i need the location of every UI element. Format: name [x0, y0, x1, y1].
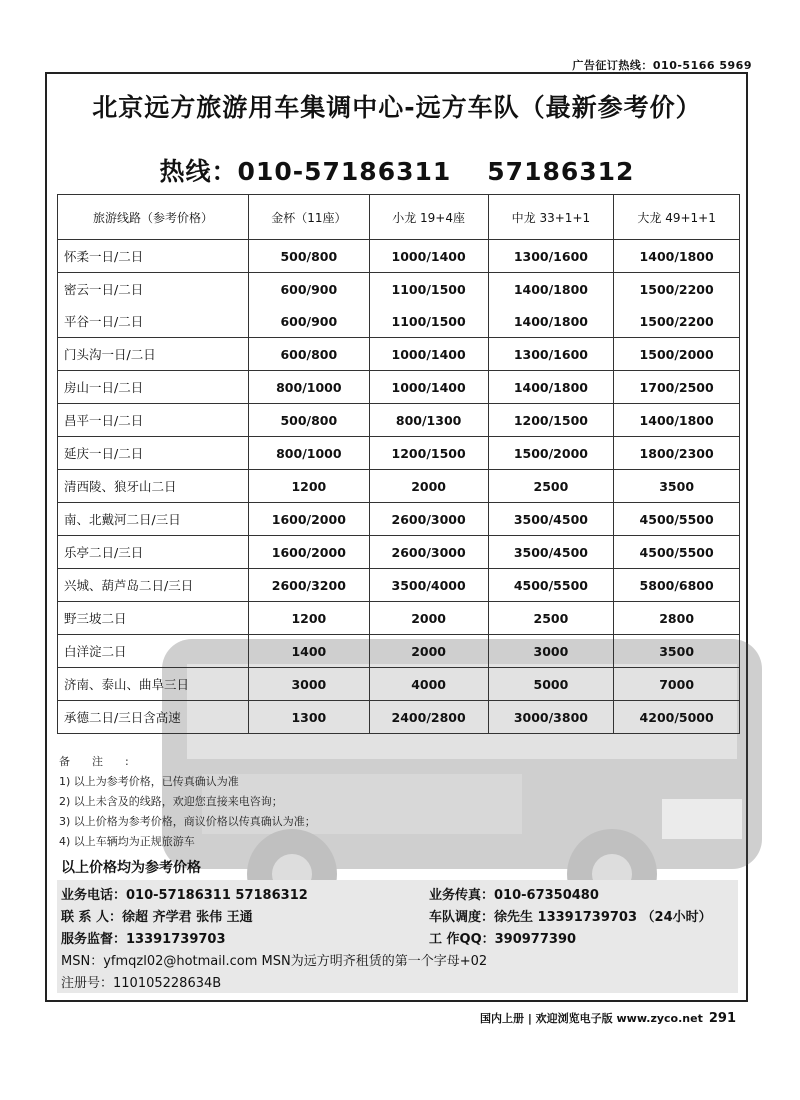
price-cell: 3000	[249, 668, 370, 701]
price-value: 600/900	[280, 313, 338, 329]
table-row	[58, 470, 740, 503]
price-value: 600/900	[280, 281, 338, 297]
service-supervision: 服务监督：13391739703	[61, 932, 226, 947]
page-footer	[480, 1010, 736, 1026]
hotline	[47, 152, 747, 188]
price-cell	[369, 273, 488, 338]
route-cell: 房山一日/二日	[58, 371, 249, 404]
price-cell: 800/1000	[249, 371, 370, 404]
route-cell: 南、北戴河二日/三日	[58, 503, 249, 536]
business-fax: 业务传真：010-67350480	[429, 888, 599, 903]
price-cell: 5000	[488, 668, 614, 701]
table-row	[58, 569, 740, 602]
route-cell: 延庆一日/二日	[58, 437, 249, 470]
page-title: 北京远方旅游用车集调中心-远方车队（最新参考价）	[92, 93, 702, 122]
price-cell: 1500/2000	[614, 338, 740, 371]
price-cell: 4500/5500	[614, 536, 740, 569]
hotline-number-1: 热线：010-57186311	[159, 157, 452, 186]
price-cell: 500/800	[249, 404, 370, 437]
price-cell: 4500/5500	[488, 569, 614, 602]
route-cell: 承德二日/三日含高速	[58, 701, 249, 734]
price-cell: 3500/4500	[488, 503, 614, 536]
header-small-bus: 小龙 19+4座	[369, 195, 488, 240]
header-jinbei: 金杯（11座）	[249, 195, 370, 240]
table-row	[58, 338, 740, 371]
table-row	[58, 635, 740, 668]
price-cell: 1200/1500	[369, 437, 488, 470]
price-cell: 2800	[614, 602, 740, 635]
table-row	[58, 602, 740, 635]
table-row	[58, 240, 740, 273]
price-cell: 1000/1400	[369, 240, 488, 273]
price-cell: 1800/2300	[614, 437, 740, 470]
price-cell: 1200	[249, 602, 370, 635]
price-cell: 4000	[369, 668, 488, 701]
route-cell	[58, 273, 249, 338]
price-cell: 500/800	[249, 240, 370, 273]
price-cell: 1400/1800	[614, 404, 740, 437]
price-cell	[614, 273, 740, 338]
price-cell: 1000/1400	[369, 371, 488, 404]
price-cell: 1700/2500	[614, 371, 740, 404]
price-value: 1500/2200	[639, 313, 714, 329]
price-cell: 1400/1800	[614, 240, 740, 273]
price-cell: 1400	[249, 635, 370, 668]
note-item: 3) 以上价格为参考价格，商议价格以传真确认为准；	[59, 815, 316, 828]
contact-info-box	[57, 880, 738, 993]
route-cell: 乐亭二日/三日	[58, 536, 249, 569]
table-row	[58, 668, 740, 701]
price-cell: 2500	[488, 602, 614, 635]
table-row	[58, 437, 740, 470]
price-cell: 800/1000	[249, 437, 370, 470]
route-cell: 清西陵、狼牙山二日	[58, 470, 249, 503]
price-cell: 1300/1600	[488, 240, 614, 273]
price-cell: 1600/2000	[249, 503, 370, 536]
route-label: 密云一日/二日	[64, 282, 144, 297]
price-value: 1100/1500	[391, 313, 466, 329]
route-cell: 门头沟一日/二日	[58, 338, 249, 371]
price-value: 1400/1800	[513, 313, 588, 329]
price-value: 1100/1500	[391, 281, 466, 297]
price-cell: 4200/5000	[614, 701, 740, 734]
price-cell: 1200/1500	[488, 404, 614, 437]
price-cell: 2600/3200	[249, 569, 370, 602]
table-row	[58, 536, 740, 569]
table-row	[58, 701, 740, 734]
price-cell: 3500/4000	[369, 569, 488, 602]
reference-note: 以上价格均为参考价格	[61, 860, 201, 876]
price-cell: 3000	[488, 635, 614, 668]
price-cell: 2400/2800	[369, 701, 488, 734]
price-cell: 1300/1600	[488, 338, 614, 371]
price-cell: 3500	[614, 635, 740, 668]
price-cell: 1300	[249, 701, 370, 734]
header-route: 旅游线路（参考价格）	[58, 195, 249, 240]
notes-section	[59, 752, 316, 852]
table-row	[58, 273, 740, 338]
price-cell: 2000	[369, 635, 488, 668]
price-cell	[249, 273, 370, 338]
price-cell: 7000	[614, 668, 740, 701]
price-cell: 800/1300	[369, 404, 488, 437]
price-cell: 600/800	[249, 338, 370, 371]
route-cell: 怀柔一日/二日	[58, 240, 249, 273]
table-row	[58, 404, 740, 437]
note-item: 1) 以上为参考价格，已传真确认为准	[59, 775, 239, 788]
price-cell: 3000/3800	[488, 701, 614, 734]
footer-text: 国内上册 | 欢迎浏览电子版 www.zyco.net	[480, 1012, 703, 1025]
page-number: 291	[708, 1011, 736, 1026]
note-item: 4) 以上车辆均为正规旅游车	[59, 835, 195, 848]
fleet-dispatch: 车队调度：徐先生 13391739703 （24小时）	[429, 910, 712, 925]
price-value: 1400/1800	[513, 281, 588, 297]
price-cell: 2600/3000	[369, 503, 488, 536]
msn-contact: MSN：yfmqzl02@hotmail.com MSN为远方明齐租赁的第一个字母+02	[61, 954, 488, 969]
price-cell: 2500	[488, 470, 614, 503]
price-cell: 1600/2000	[249, 536, 370, 569]
note-item: 2) 以上未含及的线路，欢迎您直接来电咨询；	[59, 795, 283, 808]
route-cell: 济南、泰山、曲阜三日	[58, 668, 249, 701]
table-header-row	[58, 195, 740, 240]
advertising-hotline: 广告征订热线：010-5166 5969	[572, 59, 752, 72]
price-cell: 2600/3000	[369, 536, 488, 569]
price-cell: 2000	[369, 470, 488, 503]
price-cell: 3500	[614, 470, 740, 503]
price-frame	[45, 72, 748, 1002]
route-label: 平谷一日/二日	[64, 314, 144, 329]
price-cell: 2000	[369, 602, 488, 635]
price-cell	[488, 273, 614, 338]
price-cell: 1500/2000	[488, 437, 614, 470]
table-row	[58, 371, 740, 404]
hotline-number-2: 57186312	[487, 157, 635, 186]
registration-number: 注册号：110105228634B	[61, 976, 222, 991]
route-cell: 兴城、葫芦岛二日/三日	[58, 569, 249, 602]
table-row	[58, 503, 740, 536]
header-large-bus: 大龙 49+1+1	[614, 195, 740, 240]
route-cell: 野三坡二日	[58, 602, 249, 635]
price-cell: 5800/6800	[614, 569, 740, 602]
price-value: 1500/2200	[639, 281, 714, 297]
price-cell: 1200	[249, 470, 370, 503]
header-medium-bus: 中龙 33+1+1	[488, 195, 614, 240]
price-cell: 1400/1800	[488, 371, 614, 404]
price-table	[57, 194, 740, 734]
contact-persons: 联 系 人：徐超 齐学君 张伟 王通	[61, 910, 253, 925]
notes-title: 备注:	[59, 755, 151, 768]
price-cell: 4500/5500	[614, 503, 740, 536]
price-cell: 1000/1400	[369, 338, 488, 371]
price-cell: 3500/4500	[488, 536, 614, 569]
route-cell: 昌平一日/二日	[58, 404, 249, 437]
business-phone: 业务电话：010-57186311 57186312	[61, 888, 308, 903]
route-cell: 白洋淀二日	[58, 635, 249, 668]
work-qq: 工 作QQ：390977390	[429, 932, 577, 947]
